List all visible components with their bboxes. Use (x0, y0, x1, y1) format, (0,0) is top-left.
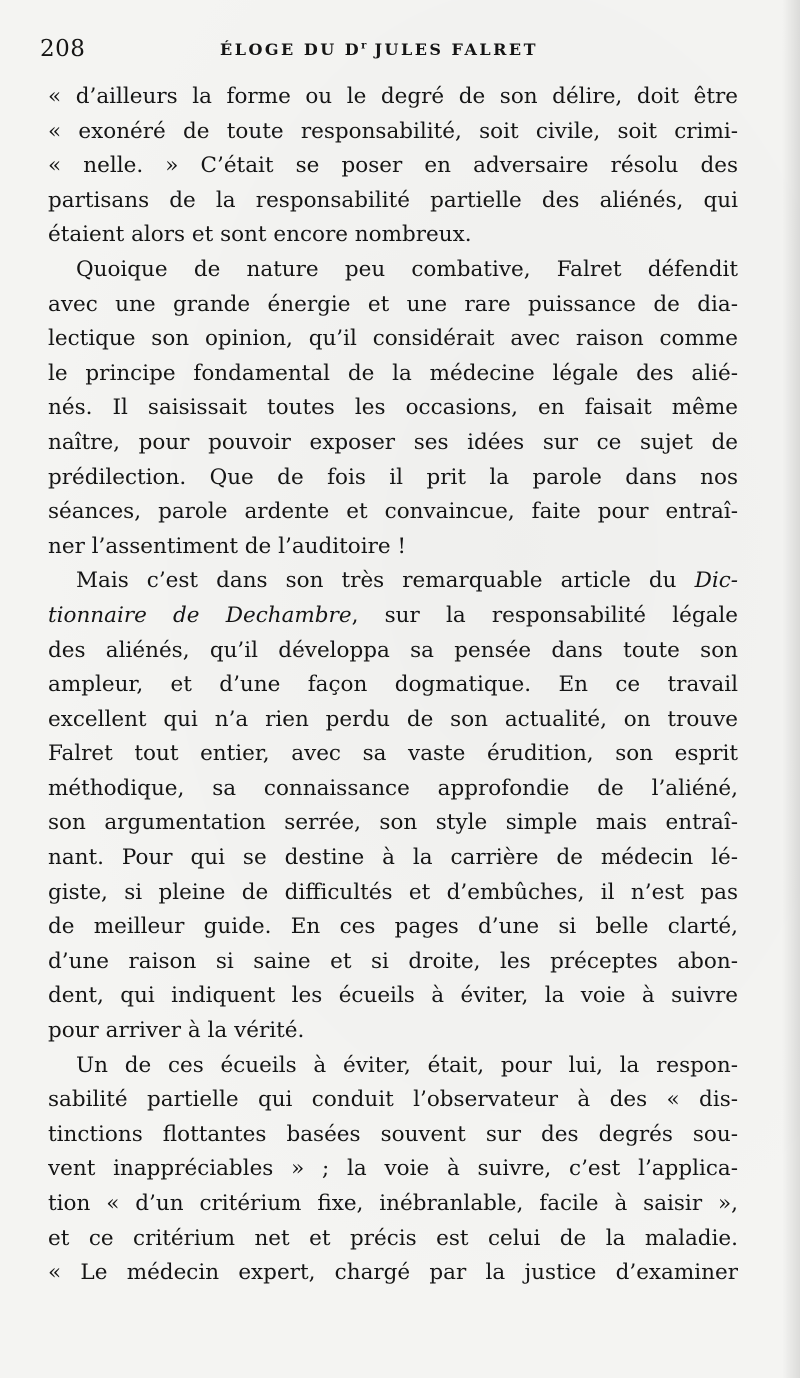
italic-title: Dic- (694, 568, 738, 594)
text-line: « Le médecin expert, chargé par la justice d’examiner (48, 1260, 738, 1286)
text-line: vent inappréciables » ; la voie à suivre, c’est l’applica- (48, 1156, 738, 1182)
text-line: nant. Pour qui se destine à la carrière de médecin lé- (48, 845, 738, 871)
text-line: dent, qui indiquent les écueils à éviter, la voie à suivre (48, 983, 738, 1009)
body-text (48, 80, 738, 1291)
text-line: son argumentation serrée, son style simple mais entraî- (48, 810, 738, 836)
text-line: d’une raison si saine et si droite, les préceptes abon- (48, 948, 738, 974)
italic-title: tionnaire de Dechambre (48, 602, 352, 628)
page-edge-shadow (782, 0, 800, 1378)
text-line: naître, pour pouvoir exposer ses idées sur ce sujet de (48, 429, 738, 455)
text-line: des aliénés, qu’il développa sa pensée dans toute son (48, 637, 738, 663)
text-line: ampleur, et d’une façon dogmatique. En ce travail (48, 672, 738, 698)
text-line: méthodique, sa connaissance approfondie de l’aliéné, (48, 775, 738, 801)
running-head-superscript: r (361, 40, 367, 52)
text-line: excellent qui n’a rien perdu de son actualité, on trouve (48, 706, 738, 732)
text-line: Falret tout entier, avec sa vaste érudition, son esprit (48, 741, 738, 767)
text-line: sabilité partielle qui conduit l’observateur à des « dis- (48, 1087, 738, 1113)
text-line (48, 564, 738, 599)
text-line: Un de ces écueils à éviter, était, pour lui, la respon- (76, 1052, 738, 1078)
running-head-suffix: JULES FALRET (366, 40, 539, 59)
text-line: de meilleur guide. En ces pages d’une si belle clarté, (48, 914, 738, 940)
text-line: partisans de la responsabilité partielle des aliénés, qui (48, 187, 738, 213)
text-line: lectique son opinion, qu’il considérait avec raison comme (48, 326, 738, 352)
text-line: nés. Il saisissait toutes les occasions, en faisait même (48, 395, 738, 421)
text-line: « d’ailleurs la forme ou le degré de son délire, doit être (48, 84, 738, 109)
running-head-prefix: ÉLOGE DU D (220, 40, 362, 59)
running-head (220, 40, 538, 59)
text-line: étaient alors et sont encore nombreux. (48, 222, 472, 248)
page-number: 208 (40, 36, 86, 62)
text-run: Mais c’est dans son très remarquable article du (76, 568, 695, 594)
text-line: « exonéré de toute responsabilité, soit civile, soit crimi- (48, 118, 738, 144)
text-line: avec une grande énergie et une rare puissance de dia- (48, 291, 738, 317)
text-line: le principe fondamental de la médecine légale des alié- (48, 360, 738, 386)
text-line: et ce critérium net et précis est celui de la maladie. (48, 1225, 738, 1251)
text-line: giste, si pleine de difficultés et d’embûches, il n’est pas (48, 879, 738, 905)
text-line: ner l’assentiment de l’auditoire ! (48, 533, 407, 559)
text-line: Quoique de nature peu combative, Falret défendit (76, 256, 738, 282)
page-header (40, 30, 740, 70)
text-line: « nelle. » C’était se poser en adversaire résolu des (48, 153, 738, 179)
text-run: , sur la responsabilité légale (351, 602, 738, 628)
text-line (48, 599, 738, 634)
text-line: tion « d’un critérium fixe, inébranlable, facile à saisir », (48, 1191, 738, 1216)
text-line: prédilection. Que de fois il prit la parole dans nos (48, 464, 738, 490)
text-line: séances, parole ardente et convaincue, faite pour entraî- (48, 499, 738, 525)
text-line: tinctions flottantes basées souvent sur des degrés sou- (48, 1121, 738, 1147)
text-line: pour arriver à la vérité. (48, 1018, 305, 1044)
